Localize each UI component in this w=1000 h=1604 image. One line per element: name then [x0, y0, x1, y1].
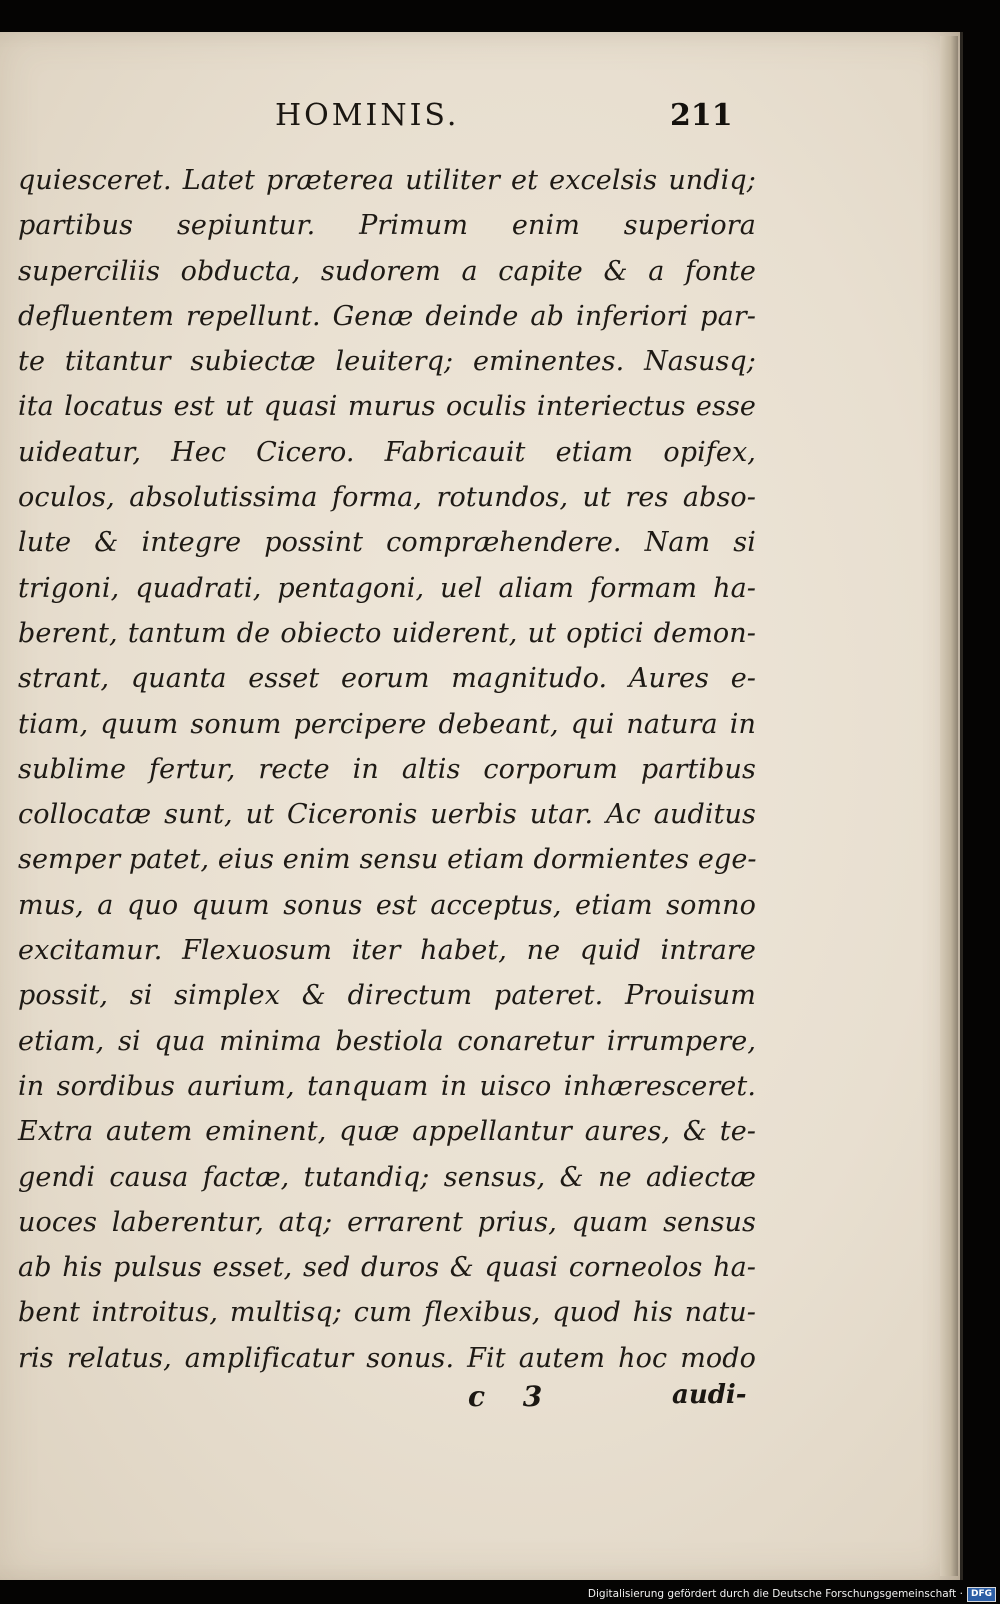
text-line: collocatӕ sunt, ut Ciceronis uerbis utar. Ac auditus	[18, 799, 756, 831]
text-line: lute & integre possint comprӕhendere. Nam si	[18, 527, 756, 559]
running-title: HOMINIS.	[275, 98, 460, 133]
catchword: audi-	[672, 1380, 747, 1410]
text-line: berent, tantum de obiecto uiderent, ut optici demon-	[18, 617, 756, 649]
text-line: possit, si simplex & directum pateret. Prouisum	[18, 980, 756, 1012]
text-line: sublime fertur, recte in altis corporum partibus	[18, 753, 756, 785]
page-foot	[0, 1380, 940, 1420]
text-line: ita locatus est ut quasi murus oculis interiectus esse	[18, 391, 756, 423]
dfg-logo-icon: DFG	[967, 1587, 996, 1602]
text-line: gendi causa factӕ, tutandiq; sensus, & ne adiectӕ	[18, 1161, 756, 1193]
text-line: mus, a quo quum sonus est acceptus, etiam somno	[18, 889, 756, 921]
digitization-credit	[588, 1584, 1000, 1604]
text-line: tiam, quum sonum percipere debeant, qui natura in	[18, 708, 756, 740]
text-line: oculos, absolutissima forma, rotundos, ut res abso-	[18, 482, 756, 514]
book-page	[0, 32, 963, 1580]
text-line: te titantur subiectӕ leuiterq; eminentes. Nasusq;	[18, 346, 756, 378]
text-line: partibus sepiuntur. Primum enim superiora	[18, 210, 756, 242]
running-head	[0, 98, 940, 138]
page-edge	[940, 36, 958, 1576]
text-line: strant, quanta esset eorum magnitudo. Aures e-	[18, 663, 756, 695]
page-number: 211	[670, 98, 733, 133]
text-line: ris relatus, amplificatur sonus. Fit autem hoc modo	[18, 1342, 756, 1374]
text-line: uideatur, Hec Cicero. Fabricauit etiam opifex,	[18, 436, 756, 468]
text-line: trigoni, quadrati, pentagoni, uel aliam formam ha-	[18, 572, 756, 604]
text-line: defluentem repellunt. Genӕ deinde ab inferiori par-	[18, 300, 756, 332]
signature-mark: c 3	[468, 1380, 557, 1413]
text-line: semper patet, eius enim sensu etiam dormientes ege-	[18, 844, 757, 876]
text-line: quiesceret. Latet prӕterea utiliter et excelsis undiq;	[18, 165, 756, 196]
body-text	[18, 158, 756, 1381]
text-line: etiam, si qua minima bestiola conaretur irrumpere,	[18, 1025, 756, 1057]
credit-text: Digitalisierung gefördert durch die Deutsche Forschungsgemeinschaft ·	[587, 1588, 963, 1600]
text-line: ab his pulsus esset, sed duros & quasi corneolos ha-	[18, 1252, 756, 1284]
text-line: Extra autem eminent, quӕ appellantur aures, & te-	[18, 1116, 756, 1148]
text-line: excitamur. Flexuosum iter habet, ne quid intrare	[18, 935, 756, 967]
text-line: superciliis obducta, sudorem a capite & a fonte	[18, 255, 756, 287]
text-line: bent introitus, multisq; cum flexibus, quod his natu-	[18, 1297, 756, 1329]
text-line: in sordibus aurium, tanquam in uisco inhӕresceret.	[18, 1070, 756, 1102]
text-line: uoces laberentur, atq; errarent prius, quam sensus	[18, 1206, 756, 1238]
